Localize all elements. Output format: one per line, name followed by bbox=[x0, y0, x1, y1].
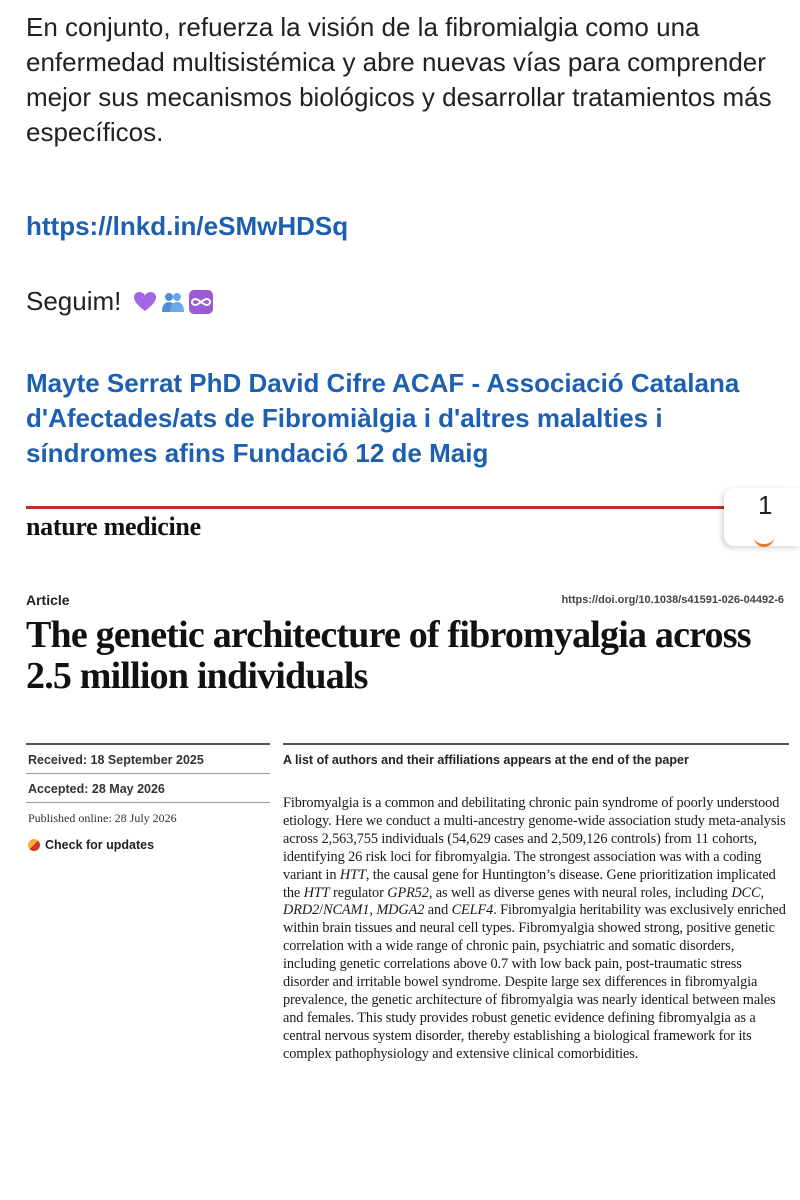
abstract-text: , as well as diverse genes with neural roles, including bbox=[428, 884, 732, 901]
crossmark-icon bbox=[28, 839, 40, 851]
abstract bbox=[283, 795, 789, 1064]
abstract-text: , bbox=[369, 902, 377, 919]
post-paragraph: En conjunto, refuerza la visión de la fibromialgia como una enfermedad multisistémica y abre nuevas vías para comprender mejor sus mecanismos biológicos y desarrollar tratamientos más específicos. bbox=[26, 12, 772, 147]
abstract-text: . Fibromyalgia heritability was exclusively enriched within brain tissues and neural cell types. Fibromyalgia showed strong, positive genetic correlation with a wide range of chronic pain, psychiatric and somatic disorders, including genetic correlations above 0.7 with low back pain, post-traumatic stress disorder and irritable bowel syndrome. Despite large sex differences in fibromyalgia prevalence, the genetic architecture of fibromyalgia was nearly identical between males and females. This study provides robust genetic evidence defining fibromyalgia as a central nervous system disorder, thereby establishing a biological framework for its complex pathophysiology and extensive clinical comorbidities. bbox=[283, 902, 786, 1062]
gene-name: HTT bbox=[339, 866, 366, 883]
abstract-column bbox=[283, 743, 789, 1064]
image-counter-number: 1 bbox=[758, 490, 773, 520]
mentions-tags[interactable]: Mayte Serrat PhD David Cifre ACAF - Associació Catalana d'Afectades/ats de Fibromiàlgia i d'altres malalties i síndromes afins Fundació 12 de Maig bbox=[26, 368, 740, 468]
image-counter[interactable] bbox=[724, 488, 800, 546]
infinity-icon bbox=[189, 288, 213, 312]
post-body bbox=[26, 10, 786, 150]
received-date: Received: 18 September 2025 bbox=[26, 743, 270, 773]
article-type-label: Article bbox=[26, 592, 70, 608]
loading-arc-icon bbox=[754, 534, 774, 547]
gene-name: DRD2 bbox=[283, 902, 320, 919]
abstract-text: , bbox=[760, 884, 764, 901]
gene-name: MDGA2 bbox=[376, 902, 425, 919]
journal-name: nature medicine bbox=[26, 512, 201, 541]
check-for-updates-label: Check for updates bbox=[45, 838, 155, 852]
check-for-updates bbox=[26, 832, 270, 852]
journal-rule bbox=[26, 506, 726, 509]
article-title: The genetic architecture of fibromyalgia across 2.5 million individuals bbox=[26, 614, 751, 697]
published-date: Published online: 28 July 2026 bbox=[26, 802, 270, 832]
abstract-text: , the causal gene for Huntington’s disease. Gene prioritization implicated the bbox=[283, 866, 776, 901]
purple-heart-icon bbox=[133, 288, 157, 312]
accepted-date: Accepted: 28 May 2026 bbox=[26, 773, 270, 802]
gene-name: NCAM1 bbox=[323, 902, 370, 919]
abstract-text: Fibromyalgia is a common and debilitating chronic pain syndrome of poorly understood etiology. Here we conduct a multi-ancestry genome-wide association study meta-analysis across 2,563,755 individuals (54,629 cases and 2,509,126 controls) from 11 cohorts, identifying 26 risk loci for fibromyalgia. The strongest association was with a coding variant in bbox=[283, 795, 786, 883]
article-dates bbox=[26, 743, 270, 852]
abstract-text: and bbox=[424, 902, 452, 919]
abstract-text: / bbox=[319, 902, 324, 919]
people-hugging-icon bbox=[161, 288, 185, 312]
closing-text: Seguim! bbox=[26, 286, 122, 316]
gene-name: CELF4 bbox=[451, 902, 494, 919]
authors-note: A list of authors and their affiliations appears at the end of the paper bbox=[283, 743, 789, 781]
doi-link: https://doi.org/10.1038/s41591-026-04492-6 bbox=[561, 594, 784, 606]
article-image[interactable] bbox=[0, 488, 800, 1200]
gene-name: GPR52 bbox=[387, 884, 429, 901]
gene-name: DCC bbox=[731, 884, 761, 901]
gene-name: HTT bbox=[303, 884, 330, 901]
shortened-link[interactable]: https://lnkd.in/eSMwHDSq bbox=[26, 211, 349, 241]
closing-line bbox=[26, 284, 786, 319]
abstract-text: regulator bbox=[329, 884, 388, 901]
